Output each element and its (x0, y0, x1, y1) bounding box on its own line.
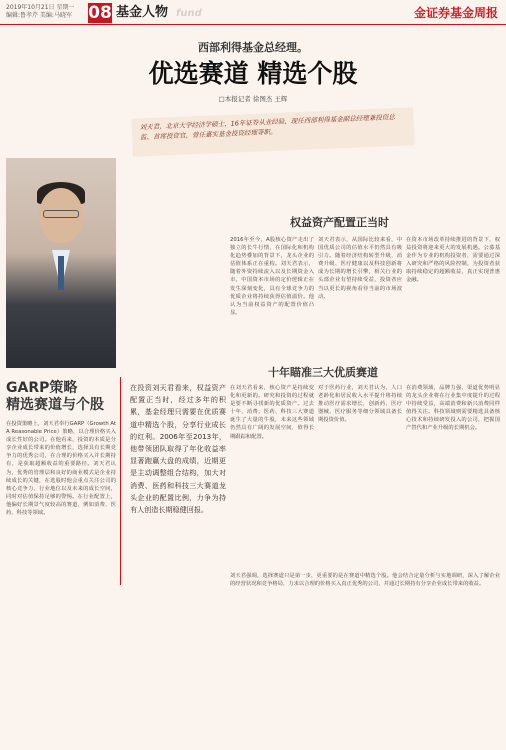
section-watermark: fund (176, 8, 202, 19)
left-column-title: GARP策略 精选赛道与个股 (6, 380, 104, 413)
column-text: 在消费领域，品牌力强、渠道优势明显的龙头企业将在行业集中度提升的过程中持续受益，高端消费和新兴消费同样值得关注。科技领域则需要精选具备核心技术和持续研发投入的公司，把握国产替代和产业升级的长期机会。 (406, 385, 500, 432)
caption-rule (120, 377, 121, 585)
intro-text: 刘天君，北京大学经济学硕士，16年证券从业经验，现任西部利得基金副总经理兼投资总监、首席投资官，曾任嘉实基金投资经理等职。 (139, 113, 395, 142)
column-text: 刘天君强调，选择赛道只是第一步，更重要的是在赛道中精选个股。他会结合定量分析与实地调研，深入了解企业的经营状况和竞争格局，力求以合理的价格买入真正优秀的公司，并通过长期持有分享企业成长带来的收益。 (230, 573, 500, 588)
header-rule (0, 24, 506, 25)
photo-caption: 在投资刘天君看来，权益资产配置正当时，经过多年的积累，基金经理只需要在优质赛道中精选个股，分享行业成长的红利。2006年至2013年，他带领团队取得了年化收益率显著跑赢大盘的成绩，近期更是主动调整组合结构，加大对消费、医药和科技三大赛道龙头企业的配置比例，力争为持有人创造长期稳健回报。 (130, 383, 226, 515)
issue-date: 2019年10月21日 星期一 编辑:鲁孝芹 美编:马晓军 (6, 4, 75, 19)
subheading-ten-years: 十年瞄准三大优质赛道 (268, 366, 378, 379)
section-title: 基金人物 (116, 5, 169, 20)
article-title: 优选赛道 精选个股 (148, 59, 358, 88)
portrait-photo (6, 158, 116, 368)
column-text: 在资本市场改革持续推进的背景下，权益投资将迎来更大的发展机遇。公募基金作为专业的机构投资者，需要通过深入研究和严格的风险控制，为投资者获取持续稳定的超额收益，真正实现普惠金融。 (406, 237, 500, 284)
left-column-text: 在投资策略上，刘天君奉行GARP（Growth At A Reasonable Price）策略，以合理价格买入成长性好的公司。在他看来，投资的本质是分享企业成长带来的价值增长，选择具有长期竞争力的优秀公司，在合理的价格买入并长期持有，是获取超额收益的重要路径。刘天君认为，优秀的管理层和良好的商业模式是企业持续成长的关键，在选股时他会重点关注公司的核心竞争力、行业地位以及未来的成长空间，同时对估值保持足够的警惕。在行业配置上，他偏好长期景气度较高的赛道，例如消费、医药、科技等领域。 (6, 421, 116, 517)
column-text: 对于医药行业，刘天君认为，人口老龄化和居民收入水平提升将持续推动医疗需求增长，创新药、医疗器械、医疗服务等细分领域具备长期投资价值。 (318, 385, 402, 424)
article-kicker: 西部利得基金总经理。 (198, 41, 308, 54)
column-text: 2016年至今，A股核心资产走出了独立的长牛行情，在国际化和机构化趋势叠加的背景下，龙头企业的估值体系正在重构。刘天君表示，随着外资持续流入以及长期资金入市，中国资本市场的定价逻辑正在发生深刻变化，具有全球竞争力的优质企业将持续获得估值溢价。他认为当前权益资产的配置价值凸显。 (230, 237, 314, 316)
intro-box (131, 107, 414, 156)
subheading-asset-allocation: 权益资产配置正当时 (290, 216, 389, 229)
page-number: 08 (88, 3, 112, 23)
column-text: 在刘天君看来，核心资产是持续变化和更新的。研究和投资的过程就是要不断寻找新的优质资产。过去十年，消费、医药、科技三大赛道诞生了大量的牛股，未来这些领域仍然具有广阔的发展空间，值得长期跟踪和配置。 (230, 385, 314, 440)
column-text: 刘天君表示，从国际比较来看，中国优质公司的估值水平仍然具有吸引力。随着经济结构转型升级，消费升级、医疗健康以及科技创新将成为长期的增长引擎，相关行业的头部企业有望持续受益，投资者应当以更长的视角看待当前的市场波动。 (318, 237, 402, 300)
article-byline: □本报记者 徐图杰 王辉 (218, 95, 288, 103)
paper-name: 金证券基金周报 (414, 6, 499, 20)
